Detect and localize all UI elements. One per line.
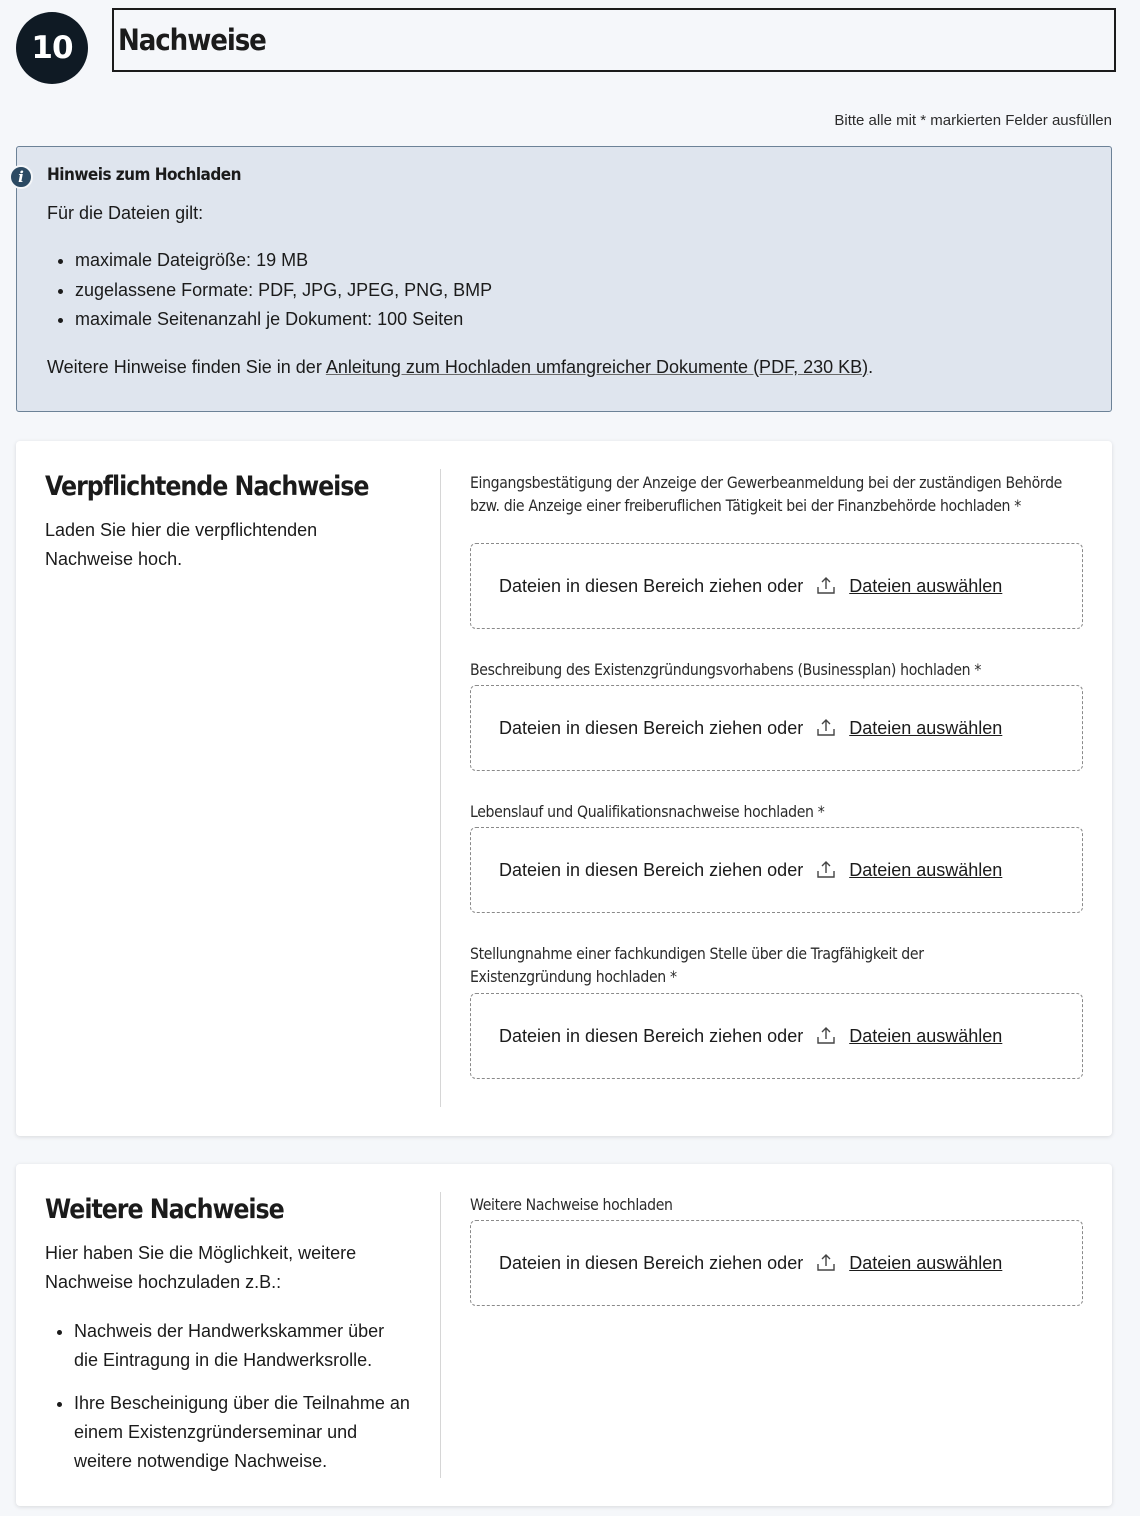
- dropzone[interactable]: [470, 1220, 1083, 1306]
- mandatory-documents-card: [16, 441, 1112, 1136]
- dropzone-text: Dateien in diesen Bereich ziehen oder: [499, 859, 804, 880]
- step-number: 10: [31, 30, 73, 66]
- info-list: [47, 246, 1081, 335]
- upload-info-box: [16, 146, 1112, 412]
- section-title-box: [112, 8, 1116, 72]
- info-list-item: • maximale Dateigröße: 19 MB: [75, 246, 1081, 276]
- upload-icon: [815, 717, 837, 739]
- select-files-link[interactable]: Dateien auswählen: [849, 859, 1003, 880]
- dropzone-text: Dateien in diesen Bereich ziehen oder: [499, 575, 804, 596]
- info-footer-prefix: Weitere Hinweise finden Sie in der: [47, 356, 326, 377]
- dropzone-text: Dateien in diesen Bereich ziehen oder: [499, 717, 804, 738]
- upload-label: Stellungnahme einer fachkundigen Stelle über die Tragfähigkeit der Existenzgründung hochladen *: [470, 944, 924, 986]
- info-list-item: • maximale Seitenanzahl je Dokument: 100 Seiten: [75, 305, 1081, 335]
- upload-field-registration: [470, 471, 1083, 596]
- info-list-item: • zugelassene Formate: PDF, JPG, JPEG, PNG, BMP: [75, 276, 1081, 306]
- mandatory-title: Verpflichtende Nachweise: [45, 471, 369, 502]
- info-title: Hinweis zum Hochladen: [47, 165, 241, 185]
- mandatory-description: Laden Sie hier die verpflichtenden Nachweise hoch.: [45, 520, 318, 569]
- dropzone-text: Dateien in diesen Bereich ziehen oder: [499, 1025, 804, 1046]
- further-intro: [45, 1194, 425, 1490]
- further-documents-card: [16, 1164, 1112, 1506]
- dropzone[interactable]: [470, 993, 1083, 1079]
- column-divider: [440, 469, 441, 1107]
- upload-label: Lebenslauf und Qualifikationsnachweise hochladen *: [470, 802, 825, 821]
- info-intro: Für die Dateien gilt:: [47, 203, 204, 223]
- info-icon: i: [9, 165, 33, 189]
- further-list: [45, 1317, 410, 1476]
- further-list-item: • Nachweis der Handwerkskammer über die Eintragung in die Handwerksrolle.: [74, 1317, 410, 1375]
- page-title: Nachweise: [118, 23, 266, 57]
- upload-field-statement: [470, 942, 1083, 1046]
- upload-field-cv: [470, 800, 1083, 880]
- mandatory-intro: [45, 471, 425, 574]
- dropzone[interactable]: [470, 543, 1083, 629]
- required-fields-note: Bitte alle mit * markierten Felder ausfüllen: [834, 112, 1112, 129]
- upload-icon: [815, 1025, 837, 1047]
- upload-icon: [815, 1252, 837, 1274]
- further-title: Weitere Nachweise: [45, 1194, 284, 1225]
- dropzone-text: Dateien in diesen Bereich ziehen oder: [499, 1252, 804, 1273]
- upload-label: Beschreibung des Existenzgründungsvorhabens (Businessplan) hochladen *: [470, 660, 982, 679]
- upload-guide-link[interactable]: Anleitung zum Hochladen umfangreicher Dokumente (PDF, 230 KB): [325, 356, 869, 377]
- select-files-link[interactable]: Dateien auswählen: [849, 575, 1003, 596]
- upload-icon: [815, 859, 837, 881]
- info-footer: [47, 357, 1081, 378]
- dropzone[interactable]: [470, 827, 1083, 913]
- select-files-link[interactable]: Dateien auswählen: [849, 717, 1003, 738]
- info-footer-suffix: .: [868, 356, 874, 377]
- upload-icon: [815, 575, 837, 597]
- upload-field-businessplan: [470, 658, 1083, 738]
- select-files-link[interactable]: Dateien auswählen: [849, 1025, 1003, 1046]
- further-list-item: • Ihre Bescheinigung über die Teilnahme an einem Existenzgründerseminar und weitere notwendige Nachweise.: [74, 1389, 410, 1476]
- upload-field-further: [470, 1193, 1083, 1273]
- select-files-link[interactable]: Dateien auswählen: [849, 1252, 1003, 1273]
- upload-label: Weitere Nachweise hochladen: [470, 1195, 673, 1214]
- upload-label: Eingangsbestätigung der Anzeige der Gewerbeanmeldung bei der zuständigen Behörde bzw. die Anzeige einer freiberuflichen Tätigkeit bei der Finanzbehörde hochladen *: [470, 473, 1062, 515]
- step-number-badge: [16, 12, 88, 84]
- further-description: Hier haben Sie die Möglichkeit, weitere Nachweise hochzuladen z.B.:: [45, 1243, 357, 1292]
- dropzone[interactable]: [470, 685, 1083, 771]
- column-divider: [440, 1192, 441, 1478]
